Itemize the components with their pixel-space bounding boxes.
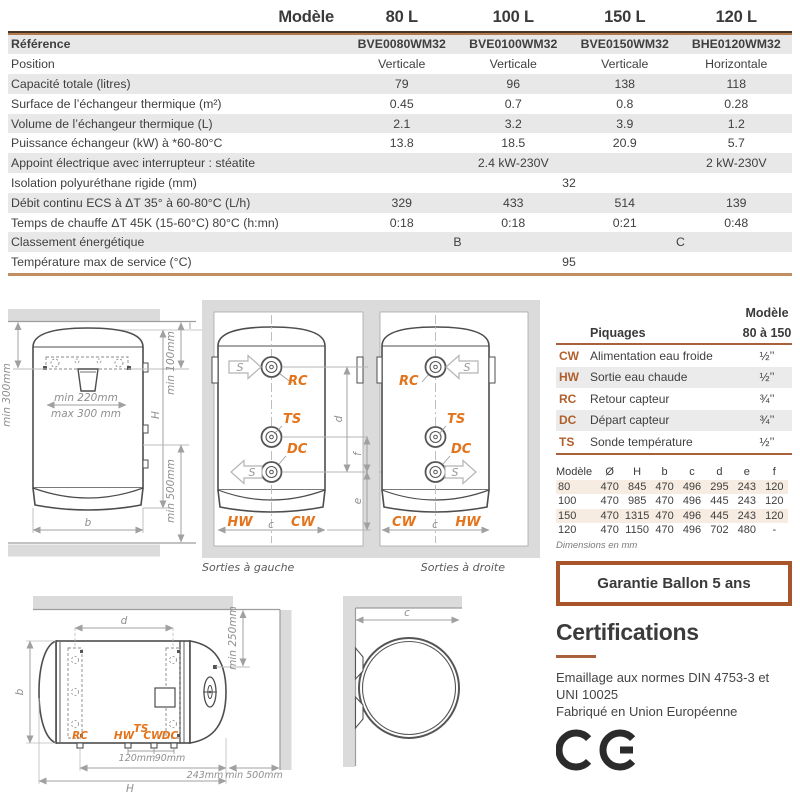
table-row: Débit continu ECS à ΔT 35° à 60-80°C (L/h) 329 433 514 139	[8, 193, 792, 213]
port-label-hw: HW	[227, 515, 253, 530]
port-label-cw: CW	[291, 515, 315, 530]
port-label-rc: RC	[399, 374, 419, 389]
dim-label-b: b	[14, 688, 26, 696]
port-label-dc: DC	[161, 730, 179, 742]
dim-label-c: c	[432, 519, 438, 531]
dim-label-max300: max 300 mm	[50, 408, 122, 420]
horizontal-tank-end-view	[343, 596, 462, 767]
dimensions-row: 150 470 1315 470 496 445 243 120	[556, 509, 788, 524]
dimensions-note: Dimensions en mm	[556, 539, 638, 551]
dim-label-min500: min 500mm	[165, 459, 177, 523]
piquages-rule-bottom	[556, 453, 792, 455]
spec-col-80l: 80 L	[385, 8, 418, 26]
port-label-cw: CW	[143, 730, 163, 742]
piquages-row: CW Alimentation eau froide ½’’	[559, 348, 775, 363]
dim-label-90mm: 90mm	[154, 753, 186, 764]
dim-label-f: f	[352, 452, 364, 456]
table-row: Temps de chauffe ΔT 45K (15-60°C) 80°C (h:mn) 0:18 0:18 0:21 0:48	[11, 215, 749, 230]
dim-label-min100: min 100mm	[165, 331, 177, 395]
piquages-row: TS Sonde température ½’’	[559, 434, 775, 449]
horizontal-tank-side-view	[14, 596, 292, 795]
right-outlet-diagram	[368, 300, 540, 574]
port-label-ts: TS	[133, 723, 149, 735]
port-label-hw: HW	[113, 730, 135, 742]
dimensions-row: 120 470 1150 470 496 702 480 -	[558, 524, 777, 537]
arrow-label-s: S	[463, 361, 471, 374]
dimensions-table	[556, 464, 788, 551]
table-row: Classement énergétique B C	[8, 232, 792, 252]
table-row: Surface de l’échangeur thermique (m²) 0.45 0.7 0.8 0.28	[11, 96, 749, 111]
dim-label-c: c	[268, 519, 274, 531]
piquages-title: Piquages	[590, 326, 646, 340]
spec-model-label: Modèle	[278, 8, 334, 26]
table-row: Volume de l’échangeur thermique (L) 2.1 3.2 3.9 1.2	[8, 114, 792, 134]
port-label-ts: TS	[447, 412, 466, 427]
dim-label-h: H	[126, 783, 134, 795]
spec-col-150l: 150 L	[604, 8, 646, 26]
piquages-row: RC Retour capteur ¾’’	[559, 391, 775, 406]
table-bottom-rule	[8, 273, 792, 276]
ce-mark-icon	[556, 728, 792, 777]
dimensions-row: 100 470 985 470 496 445 243 120	[558, 495, 784, 508]
arrow-label-s: S	[451, 466, 459, 479]
certifications-underline	[556, 655, 596, 658]
spec-col-120l: 120 L	[715, 8, 757, 26]
piquages-header-model	[556, 303, 792, 323]
dimensions-header: Modèle Ø H b c d e f	[556, 465, 776, 478]
certifications-line2: Fabriqué en Union Européenne	[556, 703, 738, 719]
piquages-row: HW Sortie eau chaude ½’’	[556, 367, 792, 389]
warranty-badge: Garantie Ballon 5 ans	[556, 561, 792, 606]
port-label-cw: CW	[392, 515, 416, 530]
certifications-line1: Emaillage aux normes DIN 4753-3 et UNI 10025	[556, 669, 770, 702]
table-row: Capacité totale (litres) 79 96 138 118	[8, 74, 792, 94]
dim-label-min250: min 250mm	[227, 606, 239, 670]
dim-label-h: H	[150, 411, 162, 419]
table-row: Appoint électrique avec interrupteur : stéatite 2.4 kW-230V 2 kW-230V	[8, 153, 792, 173]
spec-table-header	[8, 2, 792, 31]
dim-label-min300: min 300mm	[1, 363, 13, 427]
piquages-row: DC Départ capteur ¾’’	[556, 410, 792, 432]
dim-label-c: c	[404, 607, 410, 619]
arrow-label-s: S	[248, 466, 256, 479]
table-row: Position Verticale Verticale Verticale Horizontale	[11, 57, 768, 72]
table-row: Température max de service (°C) 95	[11, 255, 576, 270]
port-label-dc: DC	[287, 442, 308, 457]
arrow-label-s: S	[236, 361, 244, 374]
piquages-header	[556, 323, 792, 343]
front-view-clearance-diagram	[1, 309, 207, 557]
table-row: Référence BVE0080WM32 BVE0100WM32 BVE0150WM32 BHE0120WM32	[8, 35, 792, 55]
dim-label-120mm: 120mm	[118, 753, 156, 764]
dim-label-min220: min 220mm	[54, 392, 118, 404]
spec-table	[8, 2, 792, 276]
horizontal-installation-diagram	[0, 588, 545, 797]
piquages-model-label: Modèle	[745, 306, 789, 320]
port-label-rc: RC	[72, 730, 88, 742]
spec-col-100l: 100 L	[492, 8, 534, 26]
dim-label-min500: min 500mm	[225, 770, 283, 781]
port-label-hw: HW	[455, 515, 481, 530]
vertical-installation-diagram	[0, 295, 545, 585]
dim-label-243mm: 243mm	[186, 770, 224, 781]
port-label-dc: DC	[451, 442, 472, 457]
caption-sorties-gauche: Sorties à gauche	[202, 561, 295, 574]
caption-sorties-droite: Sorties à droite	[420, 561, 505, 574]
certifications-title: Certifications	[556, 618, 699, 645]
piquages-range: 80 à 150	[742, 326, 792, 340]
table-row: Puissance échangeur (kW) à *60-80°C 13.8 18.5 20.9 5.7	[11, 136, 745, 151]
dim-label-b: b	[84, 517, 92, 529]
dimensions-row: 80 470 845 470 496 295 243 120	[556, 480, 788, 495]
dim-label-d: d	[333, 415, 345, 423]
right-panel	[556, 303, 792, 777]
dim-label-d: d	[120, 615, 128, 627]
table-row: Isolation polyuréthane rigide (mm) 32	[11, 175, 576, 190]
dim-label-e: e	[352, 497, 364, 505]
port-label-ts: TS	[283, 412, 302, 427]
port-label-rc: RC	[288, 374, 308, 389]
